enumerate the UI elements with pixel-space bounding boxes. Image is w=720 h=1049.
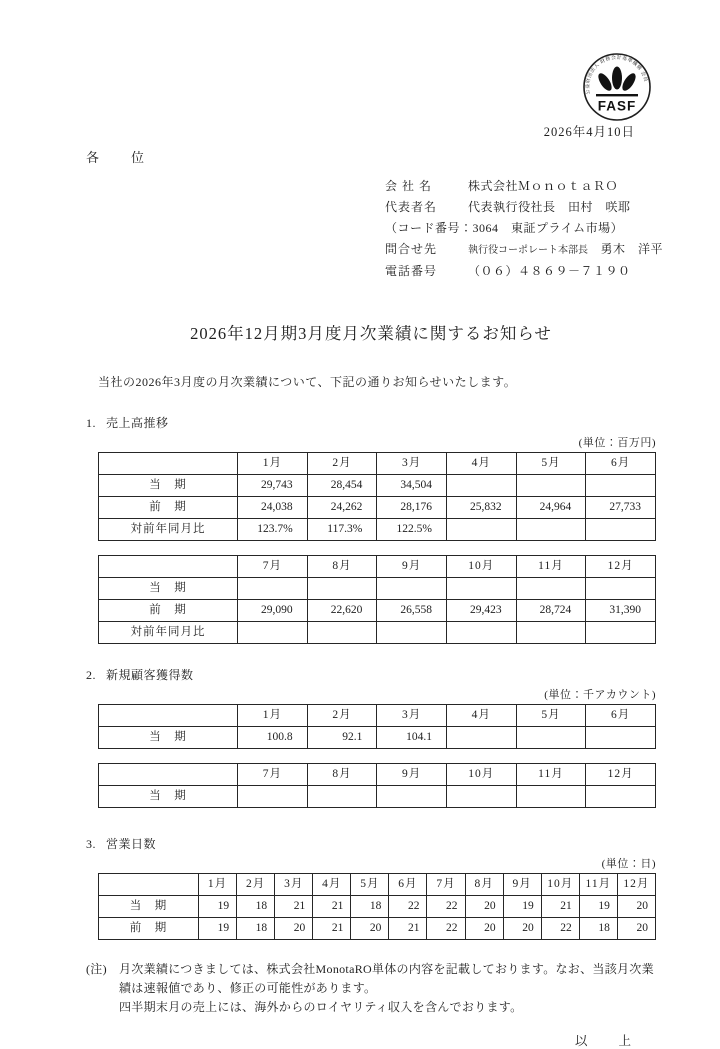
document-date: 2026年4月10日 [543, 125, 635, 139]
cell-value: 29,090 [238, 600, 308, 622]
recipient: 各 位 [86, 150, 147, 165]
cell-value: 22 [389, 896, 427, 918]
corner-cell [99, 705, 238, 727]
footnote-label: (注) [86, 962, 107, 976]
row-label: 対前年同月比 [99, 622, 238, 644]
closing-mark: 以 上 [574, 1034, 633, 1048]
contact-title: 執行役コーポレート本部長 [468, 245, 588, 256]
row-label: 当 期 [99, 475, 238, 497]
leaf-icon [596, 67, 638, 97]
cell-value: 104.1 [377, 727, 447, 749]
stock-code-value: （コード番号：3064 東証プライム市場） [385, 221, 624, 235]
cell-value [238, 578, 308, 600]
section-days-number: 3. [86, 837, 96, 851]
cell-value: 20 [465, 918, 503, 940]
cell-value: 22 [427, 918, 465, 940]
corner-cell [99, 874, 199, 896]
cell-value [586, 519, 656, 541]
section-sales-number: 1. [86, 416, 96, 430]
cell-value [238, 786, 308, 808]
corner-cell [99, 556, 238, 578]
cell-value: 100.8 [238, 727, 308, 749]
representative-label: 代表者名 [385, 200, 438, 214]
representative-value: 代表執行役社長 田村 咲耶 [468, 200, 631, 214]
footnote-line-2: 績は速報値であり、修正の可能性があります。 [119, 981, 377, 995]
row-label: 当 期 [99, 578, 238, 600]
cell-value: 34,504 [377, 475, 447, 497]
customers-table-second-half [98, 763, 656, 808]
cell-value: 92.1 [307, 727, 377, 749]
cell-value: 19 [579, 896, 617, 918]
month-header: 9月 [503, 874, 541, 896]
cell-value: 21 [313, 896, 351, 918]
days-table-full-year [98, 873, 656, 940]
month-header: 12月 [586, 764, 656, 786]
cell-value [377, 622, 447, 644]
cell-value: 22 [541, 918, 579, 940]
month-header: 4月 [313, 874, 351, 896]
cell-value: 25,832 [446, 497, 516, 519]
cell-value: 20 [275, 918, 313, 940]
month-header: 10月 [446, 764, 516, 786]
cell-value [516, 622, 586, 644]
month-header: 2月 [307, 705, 377, 727]
month-header: 10月 [541, 874, 579, 896]
table-row [99, 786, 656, 808]
cell-value [586, 622, 656, 644]
contact-name: 勇木 洋平 [600, 242, 664, 256]
month-header: 7月 [427, 874, 465, 896]
month-header: 1月 [199, 874, 237, 896]
data-table [98, 555, 656, 644]
fasf-stamp-graphic [580, 50, 654, 124]
month-header: 6月 [389, 874, 427, 896]
corner-cell [99, 764, 238, 786]
month-header: 9月 [377, 764, 447, 786]
cell-value [377, 578, 447, 600]
month-header: 6月 [586, 705, 656, 727]
stamp-fasf-label: FASF [597, 98, 637, 114]
cell-value [516, 727, 586, 749]
row-label: 当 期 [99, 786, 238, 808]
month-header: 4月 [446, 705, 516, 727]
cell-value [516, 786, 586, 808]
company-info-block [385, 176, 664, 282]
cell-value: 122.5% [377, 519, 447, 541]
month-header: 8月 [465, 874, 503, 896]
cell-value: 22,620 [307, 600, 377, 622]
footnote-body [119, 960, 656, 1017]
section-days-heading [86, 835, 656, 852]
customers-unit-label: (単位：千アカウント) [544, 689, 656, 701]
month-header: 7月 [238, 556, 308, 578]
cell-value [446, 727, 516, 749]
cell-value: 18 [579, 918, 617, 940]
cell-value: 20 [465, 896, 503, 918]
cell-value: 20 [351, 918, 389, 940]
cell-value: 29,743 [238, 475, 308, 497]
table-row [99, 519, 656, 541]
sales-table-first-half [98, 452, 656, 541]
section-customers-heading [86, 666, 656, 683]
section-sales-title: 売上高推移 [106, 416, 169, 430]
cell-value: 18 [351, 896, 389, 918]
cell-value [446, 622, 516, 644]
cell-value [586, 727, 656, 749]
cell-value [516, 519, 586, 541]
cell-value [446, 786, 516, 808]
section-customers-number: 2. [86, 668, 96, 682]
phone-value: （０６）４８６９－７１９０ [468, 264, 631, 278]
row-label: 当 期 [99, 727, 238, 749]
table-row [99, 578, 656, 600]
phone-label: 電話番号 [385, 264, 438, 278]
table-row [99, 497, 656, 519]
cell-value: 21 [275, 896, 313, 918]
footnote-block [86, 960, 656, 1017]
footnote-line-3: 四半期末月の売上には、海外からのロイヤリティ収入を含んでおります。 [119, 1000, 523, 1014]
month-header: 7月 [238, 764, 308, 786]
sales-unit-label: (単位：百万円) [578, 437, 656, 449]
intro-paragraph: 当社の2026年3月度の月次業績について、下記の通りお知らせいたします。 [98, 375, 517, 389]
cell-value: 26,558 [377, 600, 447, 622]
cell-value: 24,038 [238, 497, 308, 519]
data-table [98, 704, 656, 749]
cell-value [516, 578, 586, 600]
contact-label: 問合せ先 [385, 242, 438, 256]
contact-value [468, 239, 663, 261]
cell-value: 21 [541, 896, 579, 918]
month-header: 11月 [579, 874, 617, 896]
phone-row [385, 261, 656, 282]
data-table [98, 452, 656, 541]
row-label: 前 期 [99, 918, 199, 940]
cell-value: 18 [237, 918, 275, 940]
stock-code-row [385, 218, 656, 239]
cell-value: 28,724 [516, 600, 586, 622]
cell-value: 117.3% [307, 519, 377, 541]
cell-value: 31,390 [586, 600, 656, 622]
cell-value: 19 [199, 896, 237, 918]
month-header: 12月 [586, 556, 656, 578]
company-name-row [385, 176, 656, 197]
cell-value [307, 786, 377, 808]
month-header: 3月 [377, 705, 447, 727]
company-name-label: 会 社 名 [385, 179, 433, 193]
cell-value: 24,262 [307, 497, 377, 519]
row-label: 対前年同月比 [99, 519, 238, 541]
month-header: 12月 [617, 874, 655, 896]
month-header: 1月 [238, 453, 308, 475]
page-title: 2026年12月期3月度月次業績に関するお知らせ [190, 324, 552, 343]
data-table [98, 763, 656, 808]
corner-cell [99, 453, 238, 475]
cell-value: 20 [617, 896, 655, 918]
cell-value: 20 [503, 918, 541, 940]
cell-value: 19 [199, 918, 237, 940]
section-sales-heading [86, 414, 656, 431]
cell-value: 29,423 [446, 600, 516, 622]
footnote-line-1: 月次業績につきましては、株式会社MonotaRO単体の内容を記載しております。なお、当該月次業 [119, 962, 654, 976]
cell-value [586, 578, 656, 600]
month-header: 3月 [377, 453, 447, 475]
month-header: 8月 [307, 764, 377, 786]
table-row [99, 727, 656, 749]
contact-row [385, 239, 664, 261]
table-row [99, 475, 656, 497]
month-header: 2月 [237, 874, 275, 896]
cell-value [446, 578, 516, 600]
cell-value: 19 [503, 896, 541, 918]
cell-value [307, 578, 377, 600]
table-row [99, 896, 656, 918]
table-row [99, 918, 656, 940]
cell-value: 28,176 [377, 497, 447, 519]
month-header: 10月 [446, 556, 516, 578]
cell-value [238, 622, 308, 644]
section-days-title: 営業日数 [106, 837, 157, 851]
cell-value: 20 [617, 918, 655, 940]
cell-value [516, 475, 586, 497]
cell-value: 28,454 [307, 475, 377, 497]
days-unit-label: (単位：日) [601, 858, 656, 870]
sales-table-second-half [98, 555, 656, 644]
fasf-stamp [580, 50, 654, 124]
representative-row [385, 197, 656, 218]
section-customers-title: 新規顧客獲得数 [106, 668, 194, 682]
row-label: 前 期 [99, 600, 238, 622]
stamp-ring-text: 公益財団法人 財務会計基準機構 会員 [585, 55, 648, 95]
table-row [99, 600, 656, 622]
row-label: 当 期 [99, 896, 199, 918]
month-header: 1月 [238, 705, 308, 727]
month-header: 3月 [275, 874, 313, 896]
month-header: 6月 [586, 453, 656, 475]
company-name-value: 株式会社ＭｏｎｏｔａＲＯ [468, 179, 619, 193]
cell-value: 21 [313, 918, 351, 940]
month-header: 4月 [446, 453, 516, 475]
month-header: 11月 [516, 556, 586, 578]
customers-table-first-half [98, 704, 656, 749]
data-table [98, 873, 656, 940]
cell-value [307, 622, 377, 644]
month-header: 5月 [516, 705, 586, 727]
cell-value [377, 786, 447, 808]
cell-value: 22 [427, 896, 465, 918]
month-header: 11月 [516, 764, 586, 786]
month-header: 2月 [307, 453, 377, 475]
cell-value [446, 475, 516, 497]
month-header: 5月 [516, 453, 586, 475]
table-row [99, 622, 656, 644]
cell-value: 21 [389, 918, 427, 940]
cell-value: 123.7% [238, 519, 308, 541]
month-header: 5月 [351, 874, 389, 896]
cell-value: 24,964 [516, 497, 586, 519]
cell-value: 27,733 [586, 497, 656, 519]
row-label: 前 期 [99, 497, 238, 519]
month-header: 8月 [307, 556, 377, 578]
cell-value [586, 786, 656, 808]
cell-value [446, 519, 516, 541]
cell-value: 18 [237, 896, 275, 918]
month-header: 9月 [377, 556, 447, 578]
cell-value [586, 475, 656, 497]
